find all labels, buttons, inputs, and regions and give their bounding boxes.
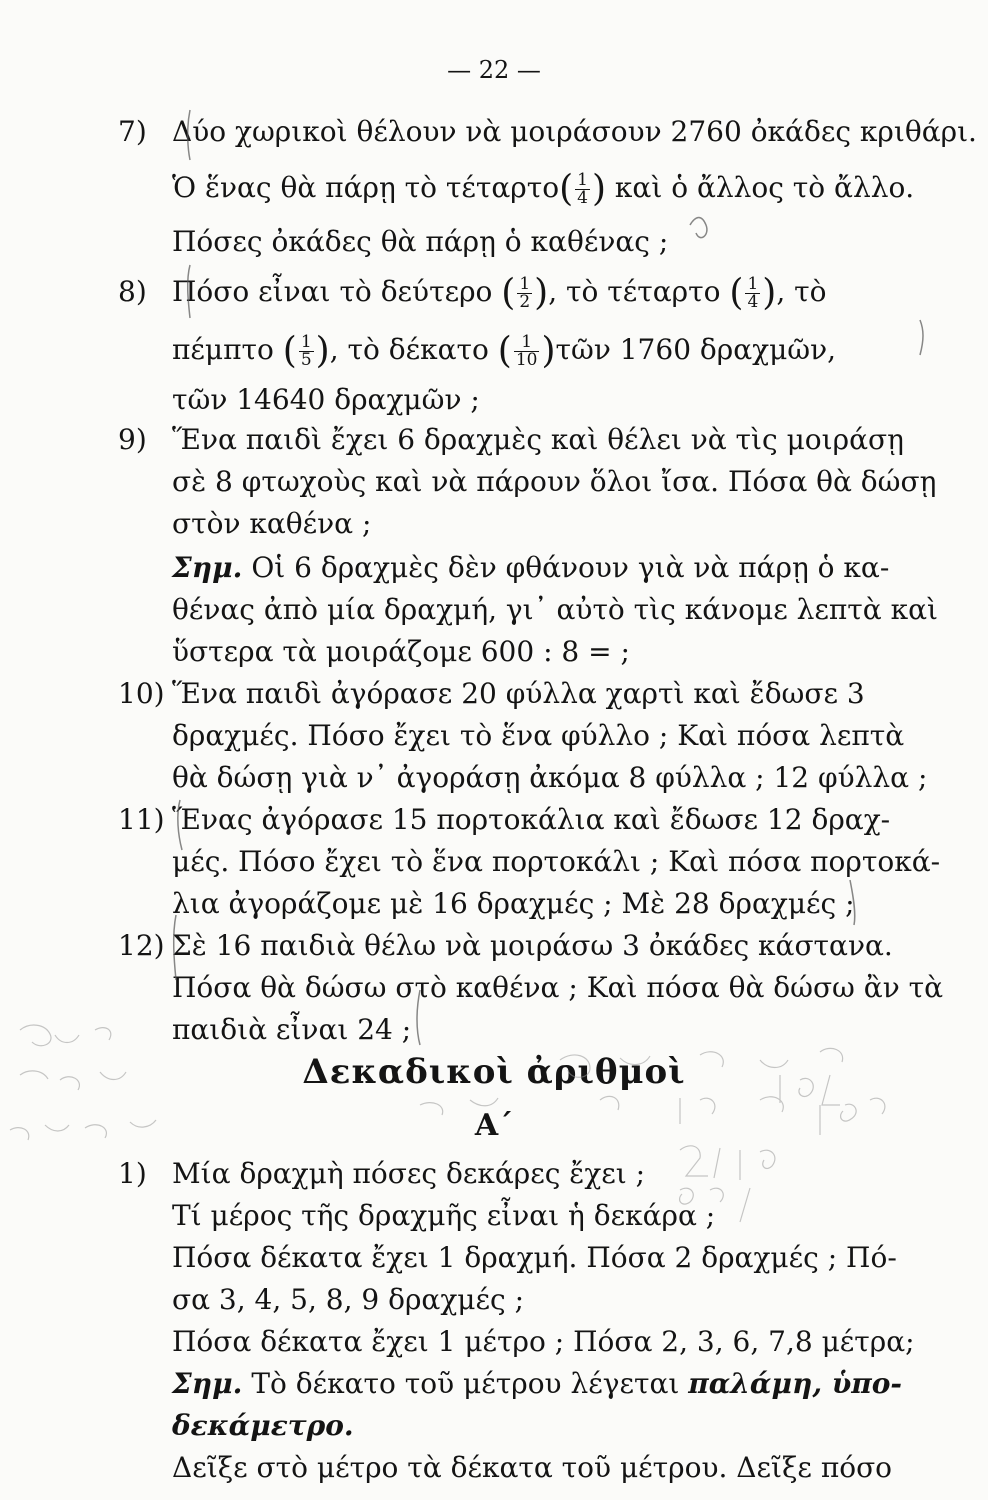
problem-text: μές. Πόσο ἔχει τὸ ἕνα πορτοκάλι ; Καὶ πόσα πορτοκά-	[172, 845, 941, 878]
problem-text: θὰ δώσῃ γιὰ ν᾽ ἀγοράσῃ ἀκόμα 8 φύλλα ; 12 φύλλα ;	[172, 761, 928, 794]
page-number: — 22 —	[447, 56, 541, 84]
note-text: Τὸ δέκατο τοῦ μέτρου λέγεται	[251, 1367, 680, 1400]
decimal-problem-1	[0, 1154, 988, 1194]
note-label: Σημ.	[172, 1367, 243, 1400]
problem-text: Πόσο εἶναι τὸ δεύτερο	[172, 275, 493, 308]
note-text: θένας ἀπὸ μία δραχμή, γι᾽ αὐτὸ τὶς κάνομε λεπτὰ καὶ	[172, 593, 938, 626]
problem-7-line-3	[0, 222, 988, 262]
problem-number: 12)	[118, 929, 165, 962]
problem-text: τῶν 1760 δραχμῶν,	[555, 333, 837, 366]
problem-text: πέμπτο	[172, 333, 274, 366]
problem-text: παιδιὰ εἶναι 24 ;	[172, 1013, 412, 1046]
problem-number: 8)	[118, 275, 147, 308]
problem-number: 10)	[118, 677, 165, 710]
problem-text: , τὸ	[776, 275, 827, 308]
fraction-quarter: $\frac{1}{4}$	[747, 274, 759, 312]
problem-number: 1)	[118, 1157, 147, 1190]
note-term: δεκάμετρο.	[172, 1409, 354, 1442]
problem-text: Ἕνα παιδὶ ἀγόρασε 20 φύλλα χαρτὶ καὶ ἔδωσε 3	[172, 677, 865, 710]
note-term: παλάμη, ὑπο-	[688, 1367, 903, 1400]
fraction-tenth: $\frac{1}{10}$	[515, 332, 538, 370]
problem-text: σὲ 8 φτωχοὺς καὶ νὰ πάρουν ὅλοι ἴσα. Πόσα θὰ δώσῃ	[172, 465, 937, 498]
problem-text: δραχμές. Πόσο ἔχει τὸ ἕνα φύλλο ; Καὶ πόσα λεπτὰ	[172, 719, 905, 752]
problem-text: Τί μέρος τῆς δραχμῆς εἶναι ἡ δεκάρα ;	[172, 1199, 716, 1232]
note-label: Σημ.	[172, 551, 243, 584]
problem-text: Πόσα δέκατα ἔχει 1 δραχμή. Πόσα 2 δραχμές ; Πό-	[172, 1241, 897, 1274]
problem-8: 8) Πόσο εἶναι τὸ δεύτερο ( $\frac{1}{2}$ ), τὸ τέταρτο ( $\frac{1}{4}$ ), τὸ	[118, 272, 827, 314]
problem-7-line-2: Ὁ ἕνας θὰ πάρῃ τὸ τέταρτο( $\frac{1}{4}$ ) καὶ ὁ ἄλλος τὸ ἄλλο.	[172, 168, 915, 210]
problem-text: Πόσες ὀκάδες θὰ πάρῃ ὁ καθένας ;	[172, 225, 669, 258]
note-text: ὕστερα τὰ μοιράζομε 600 : 8 = ;	[172, 635, 630, 668]
problem-number: 11)	[118, 803, 165, 836]
problem-text: καὶ ὁ ἄλλος τὸ ἄλλο.	[614, 171, 915, 204]
problem-text: Ἕνα παιδὶ ἔχει 6 δραχμὲς καὶ θέλει νὰ τὶς μοιράσῃ	[172, 423, 904, 456]
problem-text: Μία δραχμὴ πόσες δεκάρες ἔχει ;	[172, 1157, 646, 1190]
problem-text: τῶν 14640 δραχμῶν ;	[172, 383, 480, 416]
problem-12	[0, 926, 988, 966]
note	[0, 1364, 988, 1404]
fraction-fifth: $\frac{1}{5}$	[300, 332, 312, 370]
problem-text: , τὸ τέταρτο	[548, 275, 721, 308]
section-subtitle: Α΄	[474, 1108, 514, 1143]
problem-text: σα 3, 4, 5, 8, 9 δραχμές ;	[172, 1283, 525, 1316]
note-text: Δεῖξε στὸ μέτρο τὰ δέκατα τοῦ μέτρου. Δεῖξε πόσο	[172, 1451, 893, 1484]
fraction-half: $\frac{1}{2}$	[519, 274, 531, 312]
problem-text: Σὲ 16 παιδιὰ θέλω νὰ μοιράσω 3 ὀκάδες κάστανα.	[172, 929, 893, 962]
section-title: Δεκαδικοὶ ἀριθμοὶ	[302, 1052, 686, 1092]
note	[0, 548, 988, 588]
problem-text: Ἕνας ἀγόρασε 15 πορτοκάλια καὶ ἔδωσε 12 δραχ-	[172, 803, 891, 836]
problem-text: Πόσα θὰ δώσω στὸ καθένα ; Καὶ πόσα θὰ δώσω ἂν τὰ	[172, 971, 944, 1004]
problem-text: λια ἀγοράζομε μὲ 16 δραχμές ; Μὲ 28 δραχμές ;	[172, 887, 855, 920]
fraction-quarter: $\frac{1}{4}$	[577, 170, 588, 208]
problem-text: Δύο χωρικοὶ θέλουν νὰ μοιράσουν 2760 ὀκάδες κριθάρι.	[172, 115, 977, 148]
problem-11	[0, 800, 988, 840]
problem-10	[0, 674, 988, 714]
problem-text: , τὸ δέκατο	[329, 333, 489, 366]
problem-text: Πόσα δέκατα ἔχει 1 μέτρο ; Πόσα 2, 3, 6, 7,8 μέτρα;	[172, 1325, 915, 1358]
problem-text: στὸν καθένα ;	[172, 507, 372, 540]
problem-7	[0, 112, 988, 152]
problem-number: 7)	[118, 115, 147, 148]
note-text: Οἱ 6 δραχμὲς δὲν φθάνουν γιὰ νὰ πάρῃ ὁ κα-	[251, 551, 890, 584]
problem-8-line-2: πέμπτο ( $\frac{1}{5}$ ), τὸ δέκατο ( $\frac{1}{10}$ )τῶν 1760 δραχμῶν,	[172, 330, 837, 372]
problem-9	[0, 420, 988, 460]
problem-number: 9)	[118, 423, 147, 456]
problem-text: Ὁ ἕνας θὰ πάρῃ τὸ τέταρτο	[172, 171, 560, 204]
problem-8-line-3	[0, 380, 988, 420]
